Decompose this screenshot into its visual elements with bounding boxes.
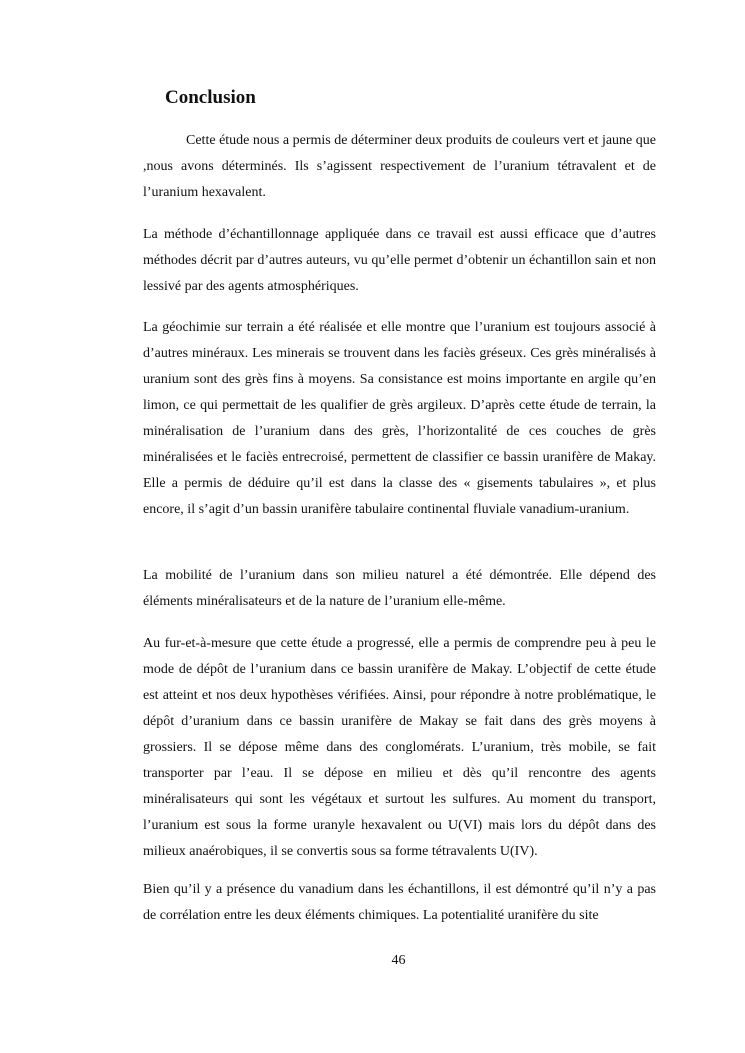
paragraph-2: La méthode d’échantillonnage appliquée dans ce travail est aussi efficace que d’autres méthodes décrit par d’autres auteurs, vu qu’elle permet d’obtenir un échantillon sain et non lessivé par des agents atmosphériques. [143,227,656,294]
page-number: 46 [391,953,406,968]
paragraph-1: Cette étude nous a permis de déterminer deux produits de couleurs vert et jaune que ,nous avons déterminés. Ils s’agissent respectivement de l’uranium tétravalent et de l’uranium hexavalent. [143,133,656,200]
section-heading: Conclusion [165,87,256,108]
paragraph-6: Bien qu’il y a présence du vanadium dans les échantillons, il est démontré qu’il n’y a pas de corrélation entre les deux éléments chimiques. La potentialité uranifère du site [143,882,656,923]
paragraph-5: Au fur-et-à-mesure que cette étude a progressé, elle a permis de comprendre peu à peu le mode de dépôt de l’uranium dans ce bassin uranifère de Makay. L’objectif de cette étude est atteint et nos deux hypothèses vérifiées. Ainsi, pour répondre à notre problématique, le dépôt d’uranium dans ce bassin uranifère de Makay se fait dans des grès moyens à grossiers. Il se dépose même dans des conglomérats. L’uranium, très mobile, se fait transporter par l’eau. Il se dépose en milieu et dès qu’il rencontre des agents minéralisateurs qui sont les végétaux et surtout les sulfures. Au moment du transport, l’uranium est sous la forme uranyle hexavalent ou U(VI) mais lors du dépôt dans des milieux anaérobiques, il se convertis sous sa forme tétravalents U(IV). [143,636,656,859]
paragraph-3: La géochimie sur terrain a été réalisée et elle montre que l’uranium est toujours associé à d’autres minéraux. Les minerais se trouvent dans les faciès gréseux. Ces grès minéralisés à uranium sont des grès fins à moyens. Sa consistance est moins importante en argile qu’en limon, ce qui permettait de les qualifier de grès argileux. D’après cette étude de terrain, la minéralisation de l’uranium dans des grès, l’horizontalité de ces couches de grès minéralisées et le faciès entrecroisé, permettent de classifier ce bassin uranifère de Makay. Elle a permis de déduire qu’il est dans la classe des « gisements tabulaires », et plus encore, il s’agit d’un bassin uranifère tabulaire continental fluviale vanadium-uranium. [143,320,656,517]
paragraph-4: La mobilité de l’uranium dans son milieu naturel a été démontrée. Elle dépend des éléments minéralisateurs et de la nature de l’uranium elle-même. [143,568,656,609]
